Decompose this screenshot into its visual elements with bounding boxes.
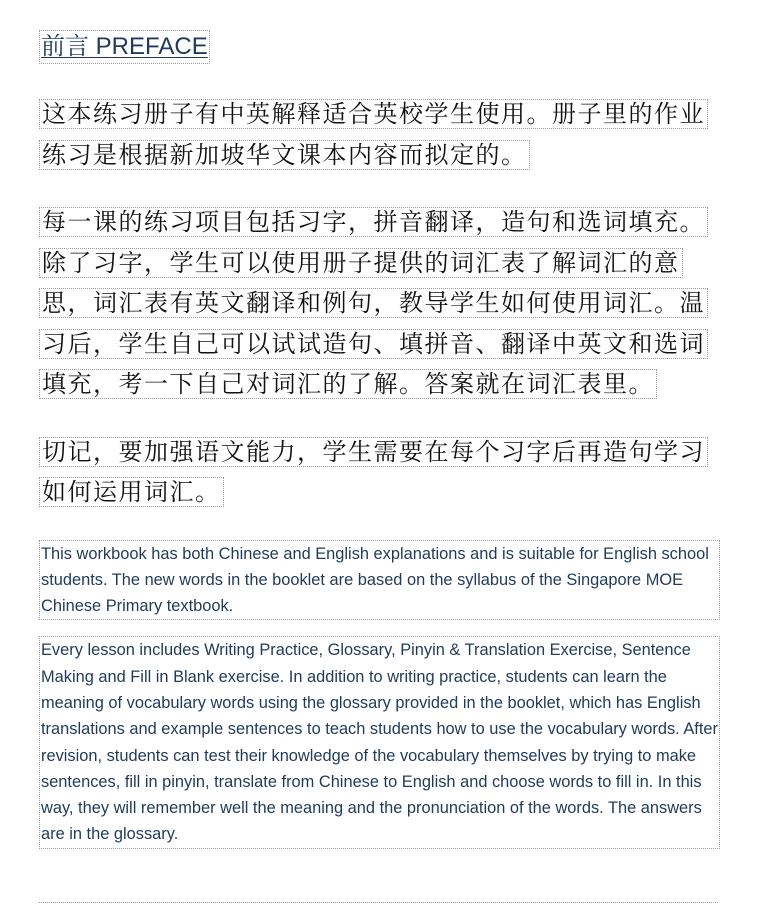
chinese-paragraph-2 [39,202,719,405]
next-text-box-edge [39,902,718,903]
english-paragraph-2: Every lesson includes Writing Practice, Glossary, Pinyin & Translation Exercise, Sentence Making and Fill in Blank exercise. In addition to writing practice, students can learn the meaning of vocabulary words using the glossary provided in the booklet, which has English translations and example sentences to teach students how to use the vocabulary words. After revision, students can test their knowledge of the vocabulary themselves by trying to make sentences, fill in pinyin, translate from Chinese to English and choose words to fill in. In this way, they will remember well the meaning and the pronunciation of the words. The answers are in the glossary. [39,636,720,848]
chinese-paragraph-2-text: 每一课的练习项目包括习字，拼音翻译，造句和选词填充。 除了习字，学生可以使用册子提供的词汇表了解词汇的意思，词汇表有英文翻译和例句，教导学生如何使用词汇。温习后，学生自己可以试试造句、填拼音、翻译中英文和选词填充，考一下自己对词汇的了解。答案就在词汇表里。 [39,207,708,399]
chinese-paragraph-3 [39,432,719,513]
chinese-paragraph-1 [39,94,719,175]
chinese-paragraph-3-text: 切记，要加强语文能力，学生需要在每个习字后再造句学习如何运用词汇。 [39,437,708,508]
document-page [39,30,719,865]
chinese-paragraph-1-text: 这本练习册子有中英解释适合英校学生使用。册子里的作业练习是根据新加坡华文课本内容而拟定的。 [39,99,708,170]
page-title: 前言 PREFACE [39,30,210,64]
english-paragraph-1: This workbook has both Chinese and English explanations and is suitable for English school students. The new words in the booklet are based on the syllabus of the Singapore MOE Chinese Primary textbook. [39,540,720,621]
